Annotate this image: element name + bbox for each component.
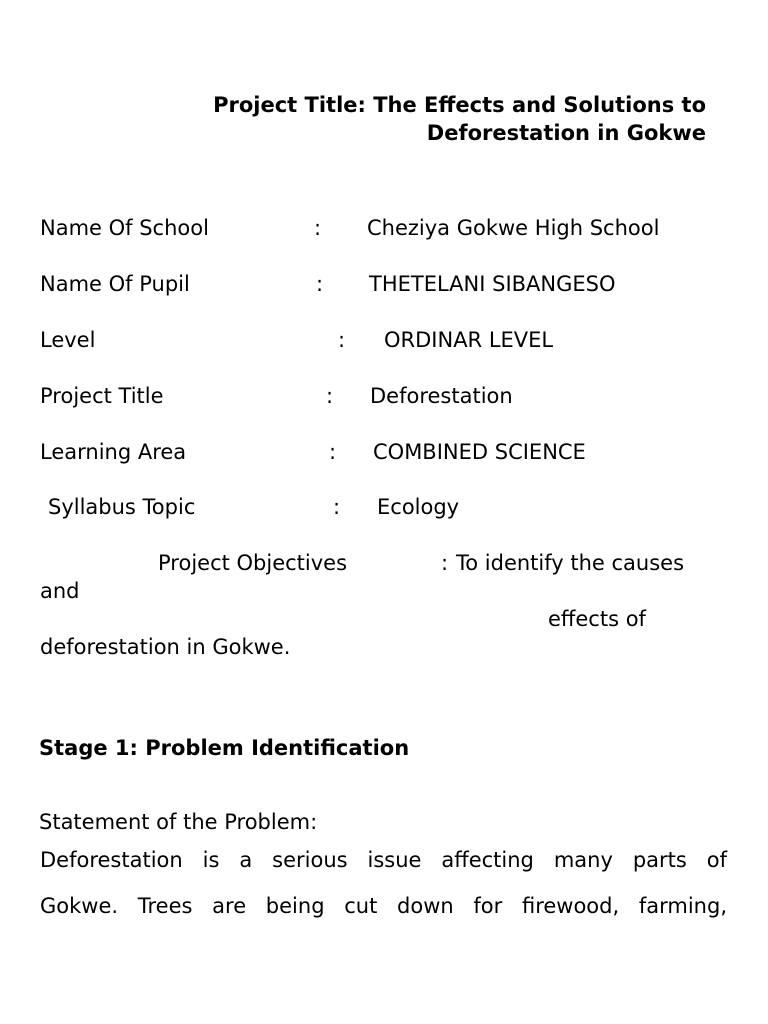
objectives-text-line-1: To identify the causes [456,551,685,575]
field-value-learning-area: COMBINED SCIENCE [373,440,586,464]
objectives-text-line-3: effects of [548,607,646,631]
problem-paragraph-line-2: Gokwe. Trees are being cut down for firewood, farming, [40,894,727,918]
stage-1-heading: Stage 1: Problem Identification [39,736,410,760]
field-label-syllabus-topic: Syllabus Topic [48,495,196,519]
field-separator: : [333,495,341,519]
field-label-level: Level [40,328,96,352]
field-label-pupil: Name Of Pupil [40,272,190,296]
field-value-syllabus-topic: Ecology [377,495,460,519]
field-separator: : [316,272,324,296]
objectives-text-line-4: deforestation in Gokwe. [40,635,291,659]
field-label-learning-area: Learning Area [40,440,187,464]
field-separator: : [314,216,322,240]
problem-paragraph-line-1: Deforestation is a serious issue affecting many parts of [40,848,727,872]
field-separator: : [329,440,337,464]
field-value-project-title: Deforestation [370,384,513,408]
statement-label: Statement of the Problem: [39,810,318,834]
project-title-line-2: Deforestation in Gokwe [426,121,706,145]
objectives-label: Project Objectives [158,551,348,575]
field-label-school: Name Of School [40,216,209,240]
field-label-project-title: Project Title [40,384,164,408]
project-title-line-1: Project Title: The Effects and Solutions to [213,93,706,117]
field-separator: : [326,384,334,408]
objectives-text-line-2: and [40,579,80,603]
field-separator: : [338,328,346,352]
field-value-pupil: THETELANI SIBANGESO [369,272,616,296]
field-value-school: Cheziya Gokwe High School [367,216,660,240]
field-separator: : [441,551,449,575]
field-value-level: ORDINAR LEVEL [384,328,554,352]
